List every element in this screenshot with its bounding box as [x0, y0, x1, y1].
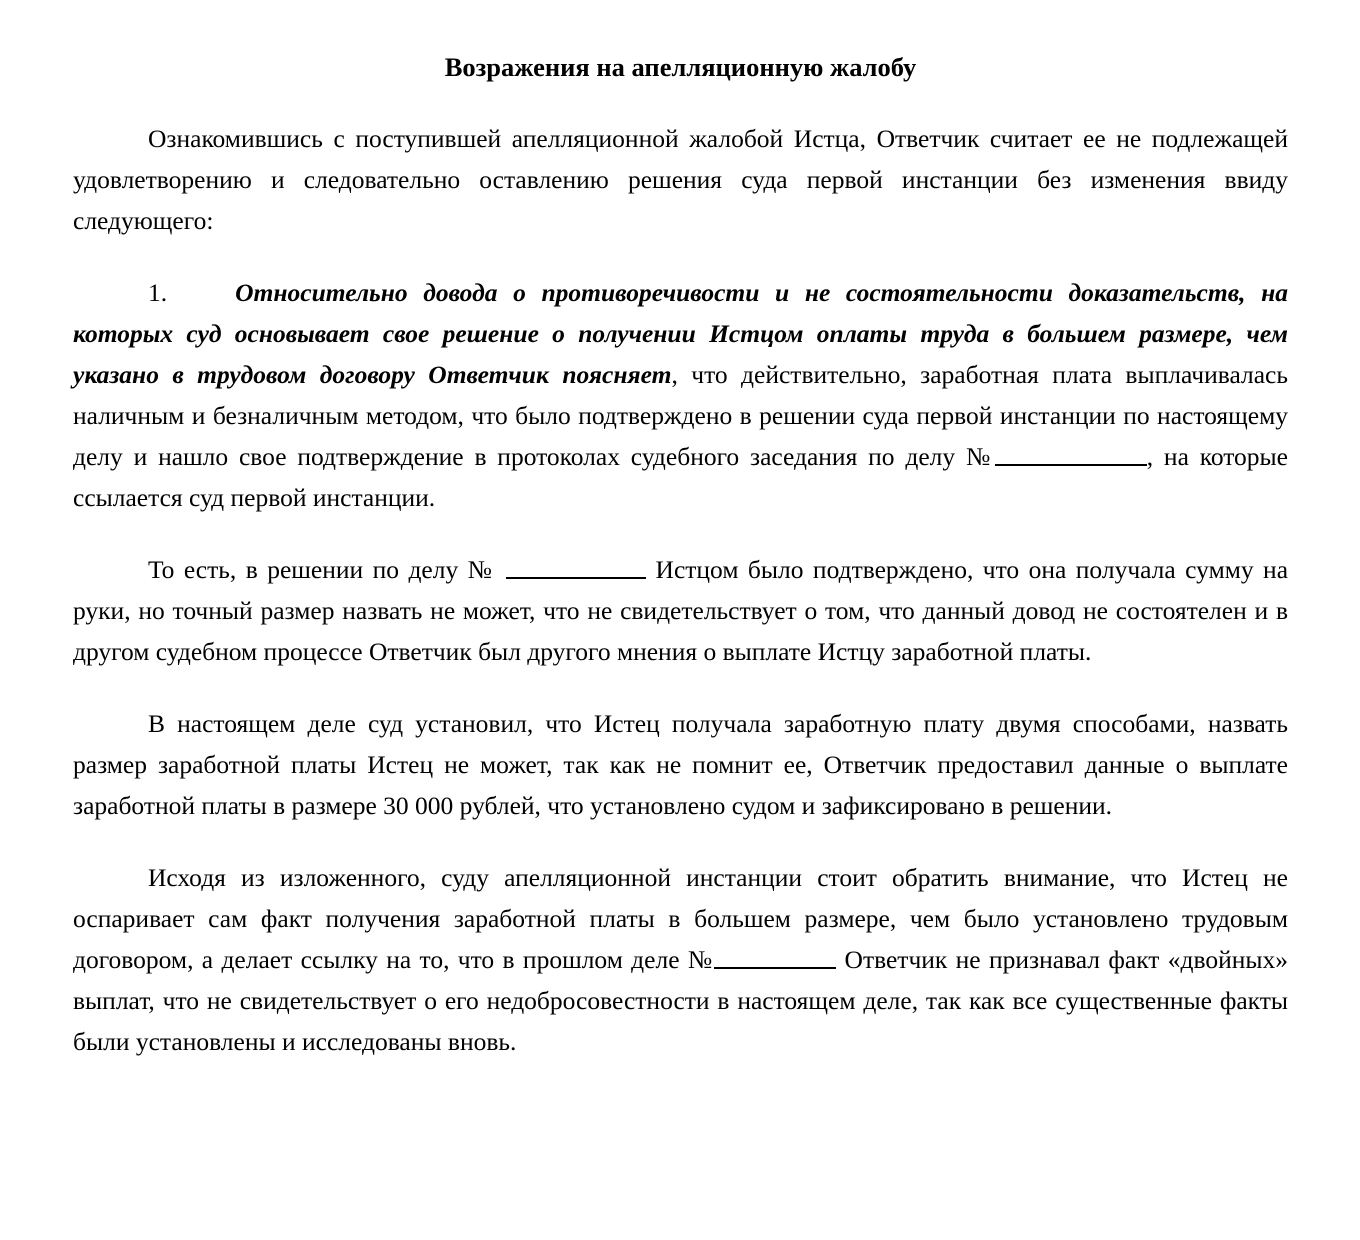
paragraph-4-text-before-blank: Исходя из изложенного, суду апелляционной инстанции стоит обратить внимание, что Истец не оспаривает сам факт получения заработной платы в большем размере, чем было установлено трудовым договором, а делает ссылку на то, что в прошлом деле № [73, 862, 1288, 974]
case-number-blank-2[interactable] [506, 554, 646, 579]
paragraph-3 [73, 703, 1288, 826]
intro-text: Ознакомившись с поступившей апелляционной жалобой Истца, Ответчик считает ее не подлежащей удовлетворению и следовательно оставлению решения суда первой инстанции без изменения ввиду следующего: [73, 123, 1288, 235]
item-1-emphasis: Относительно довода о противоречивости и не состоятельности доказательств, на которых суд основывает свое решение о получении Истцом оплаты труда в большем размере, чем указано в трудовом договору Ответчик поясняет [73, 277, 1288, 389]
document-body [73, 0, 1288, 1062]
paragraph-2-text-before-blank: То есть, в решении по делу № [148, 554, 496, 584]
paragraph-intro [73, 118, 1288, 241]
paragraph-3-text: В настоящем деле суд установил, что Истец получала заработную плату двумя способами, назвать размер заработной платы Истец не может, так как не помнит ее, Ответчик предоставил данные о выплате заработной платы в размере 30 000 рублей, что установлено судом и зафиксировано в решении. [73, 708, 1288, 820]
item-1-text-after-blank: , на которые ссылается суд первой инстанции. [73, 441, 1288, 512]
paragraph-4 [73, 857, 1288, 1062]
page-title: Возражения на апелляционную жалобу [444, 52, 917, 82]
paragraph-2-text-after-blank: Истцом было подтверждено, что она получала сумму на руки, но точный размер назвать не может, что не свидетельствует о том, что данный довод не состоятелен и в другом судебном процессе Ответчик был другого мнения о выплате Истцу заработной платы. [73, 554, 1289, 666]
case-number-blank-3[interactable] [714, 944, 836, 969]
case-number-blank-1[interactable] [995, 441, 1147, 466]
paragraph-item-1 [73, 272, 1288, 518]
list-number-1: 1. [148, 277, 168, 307]
paragraph-2 [73, 549, 1288, 672]
item-1-text-before-blank: , что действительно, заработная плата выплачивалась наличным и безналичным методом, что было подтверждено в решении суда первой инстанции по настоящему делу и нашло свое подтверждение в протоколах судебного заседания по делу № [73, 359, 1288, 471]
paragraph-4-text-after-blank: Ответчик не признавал факт «двойных» выплат, что не свидетельствует о его недобросовестности в настоящем деле, так как все существенные факты были установлены и исследованы вновь. [73, 944, 1289, 1056]
